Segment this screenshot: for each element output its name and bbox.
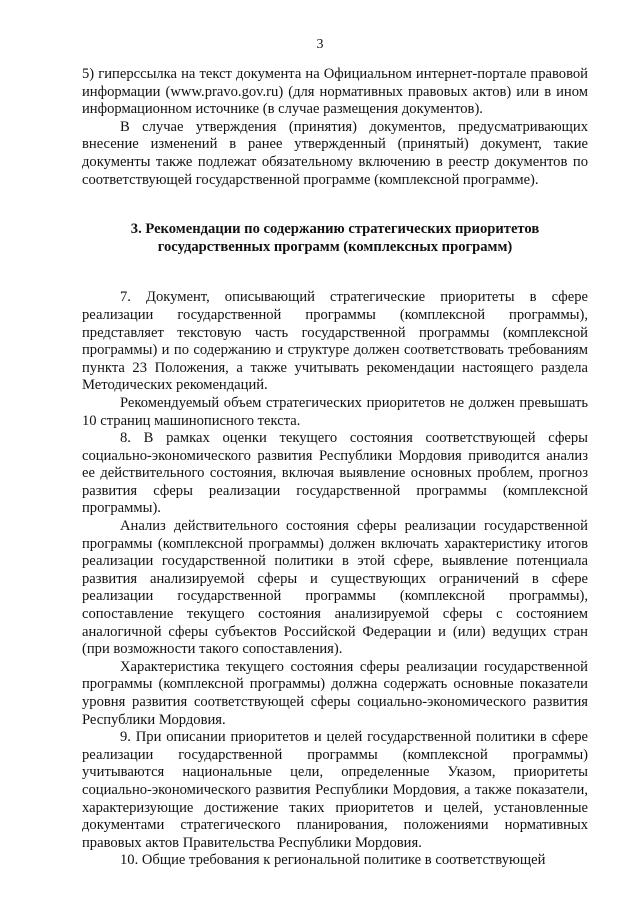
paragraph-item-5: 5) гиперссылка на текст документа на Официальном интернет-портале правовой информации (www.pravo.gov.ru) (для нормативных правовых актов) или в ином информационном источнике (в случае размещения документов). (82, 66, 588, 118)
page-number: 3 (316, 37, 324, 52)
paragraph-registry-inclusion: В случае утверждения (принятия) документов, предусматривающих внесение изменений в ранее утвержденный (принятый) документ, такие документы также подлежат обязательному включению в реестр документов по соответствующей государственной программе (комплексной программе). (82, 118, 588, 188)
paragraph-9: 9. При описании приоритетов и целей государственной политики в сфере реализации государственной программы (комплексной программы) учитываются национальные цели, определенные Указом, приоритеты социально-экономического развития Республики Мордовия, а также показатели, характеризующие достижение таких приоритетов и целей, установленные документами стратегического планирования, положениями нормативных правовых актов Правительства Республики Мордовия. (82, 729, 588, 851)
paragraph-analysis: Анализ действительного состояния сферы реализации государственной программы (комплексной программы) должен включать характеристику итогов реализации государственной политики в этой сфере, выявление потенциала развития анализируемой сферы и существующих ограничений в сфере реализации государственной программы (комплексной программы), сопоставление текущего состояния анализируемой сферы с состоянием аналогичной сферы субъектов Российской Федерации и (или) ведущих стран (при возможности такого сопоставления). (82, 518, 588, 658)
paragraph-characteristics: Характеристика текущего состояния сферы реализации государственной программы (комплексной программы) должна содержать основные показатели уровня развития соответствующей сферы социально-экономического развития Республики Мордовия. (82, 658, 588, 728)
paragraph-recommended-volume: Рекомендуемый объем стратегических приоритетов не должен превышать 10 страниц машинописного текста. (82, 394, 588, 429)
document-body (82, 66, 588, 870)
paragraph-7: 7. Документ, описывающий стратегические приоритеты в сфере реализации государственной программы (комплексной программы), представляет текстовую часть государственной программы (комплексной программы) и по содержанию и структуре должен соответствовать требованиям пункта 23 Положения, а также учитывать рекомендации настоящего раздела Методических рекомендаций. (82, 289, 588, 394)
section-heading: 3. Рекомендации по содержанию стратегических приоритетов государственных программ (комплексных программ) (130, 221, 540, 255)
paragraph-8: 8. В рамках оценки текущего состояния соответствующей сферы социально-экономического развития Республики Мордовия приводится анализ ее действительного состояния, включая выявление основных проблем, прогноз развития сферы реализации государственной программы (комплексной программы). (82, 430, 588, 517)
paragraph-10: 10. Общие требования к региональной политике в соответствующей (120, 852, 546, 869)
